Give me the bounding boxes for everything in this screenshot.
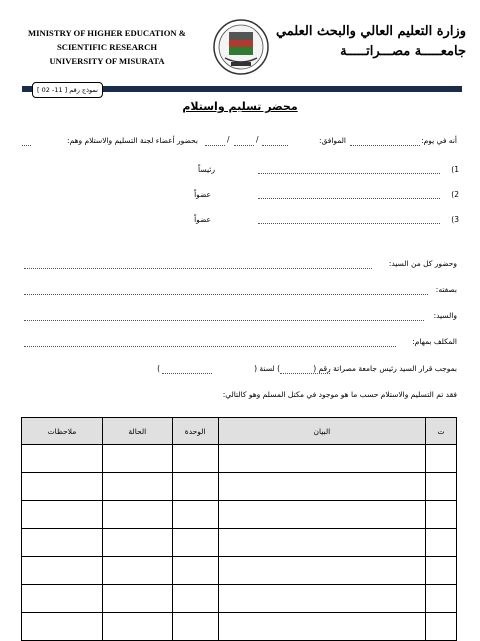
second-person-field[interactable] [24, 320, 424, 321]
table-cell[interactable] [172, 445, 218, 473]
capacity-field[interactable] [24, 294, 428, 295]
table-cell[interactable] [172, 529, 218, 557]
table-cell[interactable] [102, 473, 172, 501]
table-cell[interactable] [22, 557, 103, 585]
column-header: البيان [218, 418, 425, 445]
university-name-english [12, 26, 202, 68]
table-cell[interactable] [426, 585, 457, 613]
table-row [22, 501, 457, 529]
column-header: ت [426, 418, 457, 445]
table-cell[interactable] [218, 585, 425, 613]
ministry-name: وزارة التعليم العالي والبحث العلمي [275, 24, 466, 39]
member-role: عضواً [194, 215, 211, 224]
english-header-line: UNIVERSITY OF MISURATA [49, 56, 165, 66]
table-cell[interactable] [426, 473, 457, 501]
column-header: الحالة [102, 418, 172, 445]
attendance-trail [22, 145, 31, 146]
table-cell[interactable] [172, 473, 218, 501]
table-body [22, 445, 457, 641]
table-cell[interactable] [102, 557, 172, 585]
table-row [22, 585, 457, 613]
second-person-label: والسيد: [433, 311, 457, 320]
member-number: 2) [451, 190, 459, 199]
table-header-row [22, 418, 457, 445]
presence-field[interactable] [24, 268, 372, 269]
table-cell[interactable] [426, 557, 457, 585]
form-title: محضر تسليم واستلام [182, 100, 298, 113]
assigned-field[interactable] [24, 346, 396, 347]
inventory-table [21, 417, 457, 641]
decision-year-field[interactable] [162, 373, 212, 374]
university-name: جامعـــــة مصـــراتـــــة [340, 44, 466, 59]
table-row [22, 445, 457, 473]
university-logo [212, 18, 270, 76]
table-cell[interactable] [22, 585, 103, 613]
column-header: ملاحظات [22, 418, 103, 445]
decision-year-text: ) لسنة ( [254, 364, 280, 373]
university-name-arabic [276, 22, 466, 62]
member-number: 3) [451, 215, 459, 224]
table-cell[interactable] [102, 501, 172, 529]
member-name-field[interactable] [258, 198, 440, 199]
day-field[interactable] [350, 145, 420, 146]
decision-text: بموجب قرار السيد رئيس جامعة مصراتة رقم ( [313, 364, 457, 373]
assigned-label: المكلف بمهام: [412, 337, 457, 346]
attendance-text: بحضور أعضاء لجنة التسليم والاستلام وهم: [67, 136, 198, 145]
table-cell[interactable] [218, 473, 425, 501]
member-number: 1) [451, 165, 459, 174]
date-separator: / [227, 135, 230, 144]
table-cell[interactable] [172, 613, 218, 641]
date-separator: / [256, 135, 259, 144]
member-role: رئيساً [198, 165, 215, 174]
capacity-label: بصفته: [435, 285, 457, 294]
table-cell[interactable] [22, 501, 103, 529]
decision-number-field[interactable] [280, 373, 330, 374]
member-name-field[interactable] [258, 173, 440, 174]
date-label: الموافق: [318, 136, 346, 145]
presence-label: وحضور كل من السيد: [388, 259, 457, 268]
table-row [22, 613, 457, 641]
member-name-field[interactable] [258, 223, 440, 224]
table-row [22, 557, 457, 585]
english-header-line: SCIENTIFIC RESEARCH [56, 42, 158, 52]
table-cell[interactable] [426, 445, 457, 473]
table-cell[interactable] [218, 501, 425, 529]
table-cell[interactable] [22, 473, 103, 501]
column-header: الوحدة [172, 418, 218, 445]
member-role: عضواً [194, 190, 211, 199]
table-cell[interactable] [218, 529, 425, 557]
statement-text: فقد تم التسليم والاستلام حسب ما هو موجود في مكتل المسلم وهو كالتالي: [222, 390, 457, 399]
table-cell[interactable] [426, 501, 457, 529]
date-day-field[interactable] [262, 145, 288, 146]
table-cell[interactable] [22, 613, 103, 641]
table-cell[interactable] [102, 585, 172, 613]
table-cell[interactable] [218, 557, 425, 585]
table-cell[interactable] [22, 529, 103, 557]
english-header-line: MINISTRY OF HIGHER EDUCATION & [28, 28, 186, 38]
table-cell[interactable] [102, 613, 172, 641]
decision-close: ) [157, 364, 160, 373]
table-cell[interactable] [218, 445, 425, 473]
date-year-field[interactable] [205, 145, 225, 146]
table-cell[interactable] [218, 613, 425, 641]
table-cell[interactable] [172, 557, 218, 585]
table-cell[interactable] [22, 445, 103, 473]
table-cell[interactable] [102, 529, 172, 557]
table-cell[interactable] [172, 501, 218, 529]
form-number-badge: نموذج رقم [ 11- 02 ] [32, 82, 103, 98]
table-row [22, 473, 457, 501]
day-label: أنه في يوم: [421, 136, 457, 145]
table-cell[interactable] [426, 613, 457, 641]
table-cell[interactable] [172, 585, 218, 613]
table-cell[interactable] [102, 445, 172, 473]
table-cell[interactable] [426, 529, 457, 557]
date-month-field[interactable] [234, 145, 254, 146]
table-row [22, 529, 457, 557]
